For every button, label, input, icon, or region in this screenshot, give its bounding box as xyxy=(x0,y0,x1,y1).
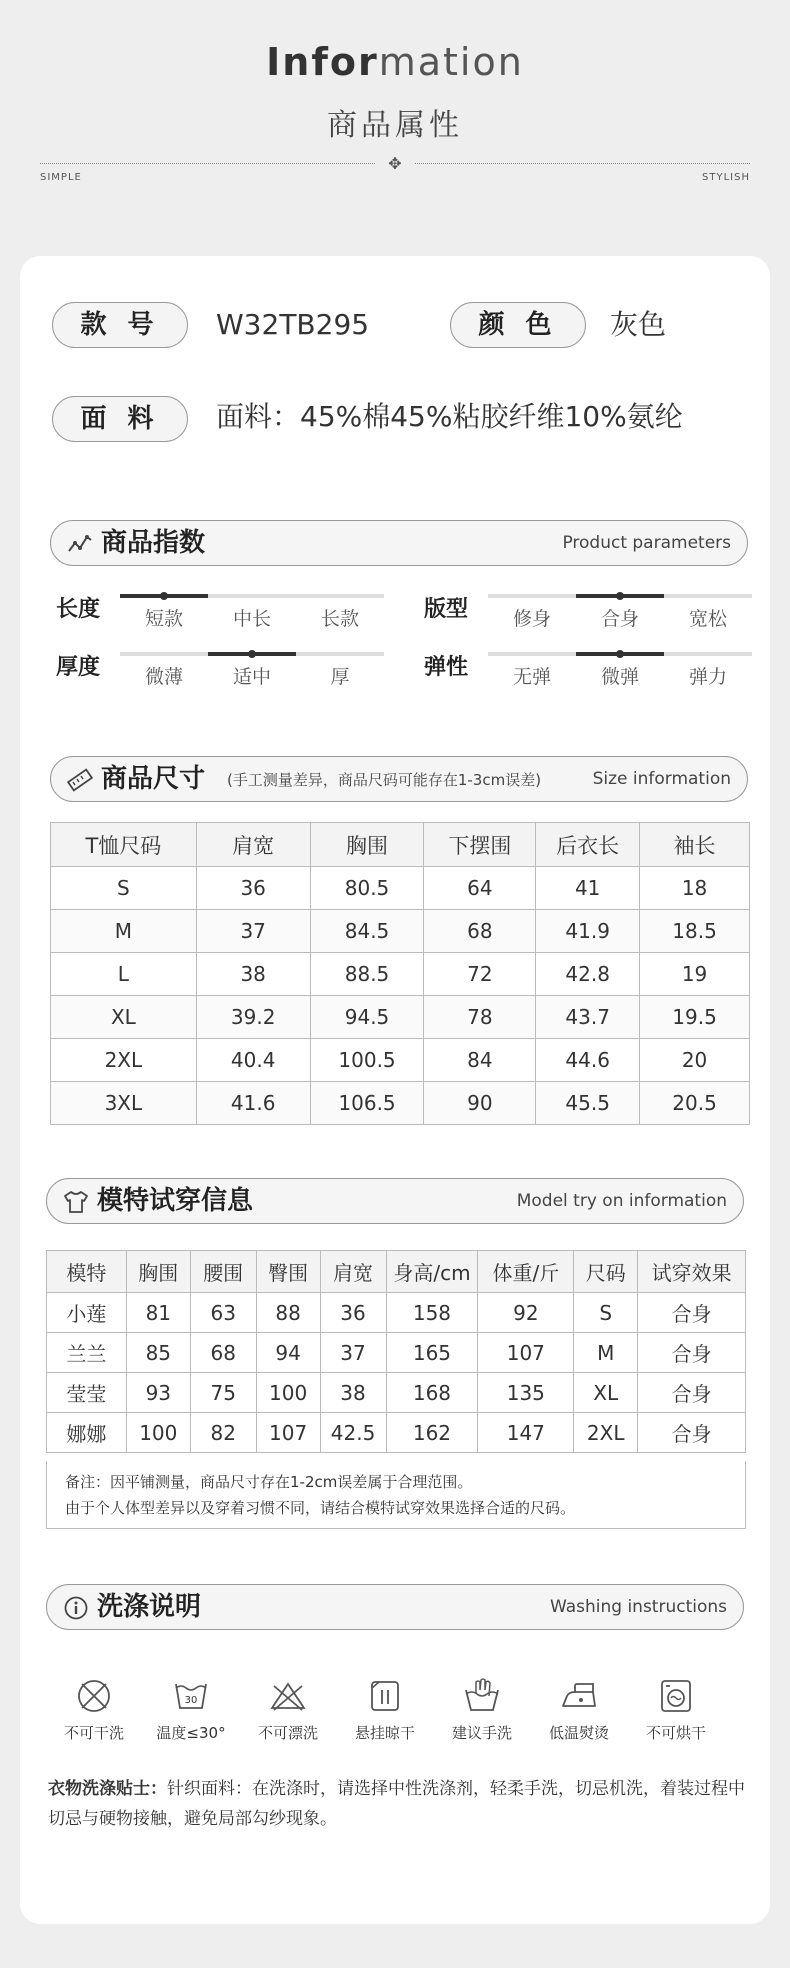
index-dot-elasticity xyxy=(616,650,624,658)
wash-item-hand-wash xyxy=(437,1676,527,1743)
model-table-row-cell: 38 xyxy=(320,1373,386,1413)
size-table-row-cell: 38 xyxy=(196,953,310,996)
fabric-label: 面 料 xyxy=(52,396,188,442)
index-option: 长款 xyxy=(320,608,359,630)
size-table-row-cell: 37 xyxy=(196,910,310,953)
model-table-row-cell: 小莲 xyxy=(47,1293,127,1333)
header-divider-left xyxy=(40,163,375,164)
model-section-subtitle: Model try on information xyxy=(516,1191,727,1211)
index-label-fit: 版型 xyxy=(424,597,469,622)
size-table-row-cell: 106.5 xyxy=(310,1082,424,1125)
model-section-bar xyxy=(46,1178,744,1224)
model-table-row-cell: 107 xyxy=(256,1413,320,1453)
size-table-row-cell: 41 xyxy=(536,867,640,910)
size-table-row-cell: 78 xyxy=(424,996,536,1039)
index-option: 中长 xyxy=(232,608,271,630)
size-header-cell: T恤尺码 xyxy=(51,823,197,867)
size-table-row xyxy=(51,1039,750,1082)
color-value: 灰色 xyxy=(610,308,667,341)
model-note-line2: 由于个人体型差异以及穿着习惯不同，请结合模特试穿效果选择合适的尺码。 xyxy=(65,1499,576,1517)
size-table-row-cell: 20 xyxy=(640,1039,750,1082)
wash-tip xyxy=(48,1774,748,1834)
size-section-subtitle: Size information xyxy=(592,769,731,789)
model-table-row-cell: 75 xyxy=(190,1373,256,1413)
model-header-cell: 胸围 xyxy=(126,1251,190,1293)
size-table-row-cell: 68 xyxy=(424,910,536,953)
index-option: 微薄 xyxy=(144,666,183,688)
index-section-subtitle: Product parameters xyxy=(562,533,731,553)
model-table-row-cell: 莹莹 xyxy=(47,1373,127,1413)
hand-wash-icon xyxy=(462,1676,502,1716)
model-table-row-cell: 合身 xyxy=(638,1333,746,1373)
size-table-row-cell: 20.5 xyxy=(640,1082,750,1125)
size-table-row-cell: 100.5 xyxy=(310,1039,424,1082)
model-table-row-cell: 37 xyxy=(320,1333,386,1373)
wash-label: 悬挂晾干 xyxy=(354,1724,415,1742)
size-table-row-cell: 2XL xyxy=(51,1039,197,1082)
size-table-row-cell: M xyxy=(51,910,197,953)
model-table-row-cell: 63 xyxy=(190,1293,256,1333)
size-table-row-cell: 19.5 xyxy=(640,996,750,1039)
model-table-row-cell: 42.5 xyxy=(320,1413,386,1453)
size-table-row xyxy=(51,953,750,996)
hang-dry-icon xyxy=(365,1676,405,1716)
model-table-row-cell: 88 xyxy=(256,1293,320,1333)
wash-30-icon xyxy=(171,1676,211,1716)
index-dot-length xyxy=(160,592,168,600)
wash-section-bar xyxy=(46,1584,744,1630)
model-header-cell: 臀围 xyxy=(256,1251,320,1293)
index-section-bar xyxy=(50,520,748,566)
wash-label: 不可漂洗 xyxy=(257,1724,318,1742)
size-table-row-cell: 84 xyxy=(424,1039,536,1082)
size-header-cell: 胸围 xyxy=(310,823,424,867)
size-table-row-cell: 64 xyxy=(424,867,536,910)
model-table-row-cell: XL xyxy=(574,1373,638,1413)
model-table-row xyxy=(47,1413,746,1453)
size-table-row-cell: L xyxy=(51,953,197,996)
tshirt-icon xyxy=(63,1189,89,1215)
model-header-cell: 肩宽 xyxy=(320,1251,386,1293)
index-label-length: 长度 xyxy=(56,597,101,622)
size-table-row xyxy=(51,910,750,953)
model-table-row-cell: 168 xyxy=(386,1373,478,1413)
no-bleach-icon xyxy=(268,1676,308,1716)
wash-tip-title: 衣物洗涤贴士： xyxy=(48,1779,167,1799)
size-table-row-cell: XL xyxy=(51,996,197,1039)
size-table-row-cell: 43.7 xyxy=(536,996,640,1039)
low-iron-icon xyxy=(559,1676,599,1716)
size-table-row-cell: 3XL xyxy=(51,1082,197,1125)
model-header-cell: 身高/cm xyxy=(386,1251,478,1293)
model-table-row xyxy=(47,1293,746,1333)
size-table-row-cell: 40.4 xyxy=(196,1039,310,1082)
model-table-row-cell: 107 xyxy=(478,1333,574,1373)
no-tumble-dry-icon xyxy=(656,1676,696,1716)
index-option: 修身 xyxy=(512,608,551,630)
size-table-row xyxy=(51,996,750,1039)
model-note xyxy=(46,1461,746,1529)
style-no-value: W32TB295 xyxy=(216,308,370,341)
model-table-row-cell: S xyxy=(574,1293,638,1333)
model-table-row-cell: 82 xyxy=(190,1413,256,1453)
wash-item-30 xyxy=(146,1676,236,1743)
model-table-row xyxy=(47,1333,746,1373)
size-table-row-cell: 44.6 xyxy=(536,1039,640,1082)
model-table-row xyxy=(47,1373,746,1413)
wash-item-no-bleach xyxy=(243,1676,333,1743)
wash-section-subtitle: Washing instructions xyxy=(549,1597,727,1617)
size-table-row-cell: 36 xyxy=(196,867,310,910)
model-section-title: 模特试穿信息 xyxy=(97,1186,254,1216)
model-table-row-cell: 93 xyxy=(126,1373,190,1413)
style-no-label: 款 号 xyxy=(52,302,188,348)
size-table-row-cell: 41.9 xyxy=(536,910,640,953)
model-table-row-cell: 合身 xyxy=(638,1293,746,1333)
ruler-icon xyxy=(67,767,93,793)
index-dot-fit xyxy=(616,592,624,600)
model-table-row-cell: 162 xyxy=(386,1413,478,1453)
index-option: 无弹 xyxy=(512,666,551,688)
index-label-elasticity: 弹性 xyxy=(424,655,469,680)
size-table-header xyxy=(51,823,750,867)
wash-tip-text: 针织面料：在洗涤时，请选择中性洗涤剂，轻柔手洗，切忌机洗，着装过程中切忌与硬物接触，避免局部勾纱现象。 xyxy=(48,1779,745,1829)
wash-label: 不可烘干 xyxy=(645,1724,706,1742)
model-header-cell: 腰围 xyxy=(190,1251,256,1293)
index-option: 弹力 xyxy=(688,666,727,688)
size-table-row-cell: 88.5 xyxy=(310,953,424,996)
model-table-row-cell: 合身 xyxy=(638,1373,746,1413)
model-header-cell: 体重/斤 xyxy=(478,1251,574,1293)
index-dot-thickness xyxy=(248,650,256,658)
size-table-row-cell: 39.2 xyxy=(196,996,310,1039)
color-label: 颜 色 xyxy=(450,302,586,348)
model-table xyxy=(46,1250,746,1453)
header-subtitle: 商品属性 xyxy=(327,108,463,143)
model-table-row-cell: 85 xyxy=(126,1333,190,1373)
size-table-row-cell: 72 xyxy=(424,953,536,996)
index-option: 宽松 xyxy=(688,608,727,630)
size-table-row-cell: 94.5 xyxy=(310,996,424,1039)
model-table-row-cell: 165 xyxy=(386,1333,478,1373)
cross-ornament-icon: ✥ xyxy=(388,154,402,173)
index-section-title: 商品指数 xyxy=(101,528,206,558)
trend-line-icon xyxy=(67,531,93,557)
wash-temp-badge: 30 xyxy=(184,1695,198,1706)
size-table-row xyxy=(51,867,750,910)
wash-item-low-iron xyxy=(534,1676,624,1743)
model-table-row-cell: 100 xyxy=(126,1413,190,1453)
size-header-cell: 肩宽 xyxy=(196,823,310,867)
model-table-row-cell: 92 xyxy=(478,1293,574,1333)
fabric-value: 面料：45%棉45%粘胶纤维10%氨纶 xyxy=(216,400,683,433)
model-table-row-cell: 36 xyxy=(320,1293,386,1333)
model-table-row-cell: 158 xyxy=(386,1293,478,1333)
header-divider-right xyxy=(415,163,750,164)
model-table-row-cell: 94 xyxy=(256,1333,320,1373)
size-header-cell: 后衣长 xyxy=(536,823,640,867)
size-table-row-cell: 41.6 xyxy=(196,1082,310,1125)
size-section-title: 商品尺寸 xyxy=(101,764,206,794)
model-table-row-cell: M xyxy=(574,1333,638,1373)
model-table-row-cell: 合身 xyxy=(638,1413,746,1453)
model-header-cell: 尺码 xyxy=(574,1251,638,1293)
wash-label: 温度≤30° xyxy=(156,1724,226,1742)
model-table-row-cell: 68 xyxy=(190,1333,256,1373)
size-table-row xyxy=(51,1082,750,1125)
size-section-bar xyxy=(50,756,748,802)
size-table xyxy=(50,822,750,1125)
size-table-row-cell: 18.5 xyxy=(640,910,750,953)
index-label-thickness: 厚度 xyxy=(56,655,101,680)
size-header-cell: 袖长 xyxy=(640,823,750,867)
wash-item-no-tumble-dry xyxy=(631,1676,721,1743)
size-table-row-cell: 42.8 xyxy=(536,953,640,996)
header-left-tag: SIMPLE xyxy=(40,172,82,183)
model-table-row-cell: 147 xyxy=(478,1413,574,1453)
model-table-row-cell: 135 xyxy=(478,1373,574,1413)
index-option: 微弹 xyxy=(600,666,639,688)
model-header-cell: 试穿效果 xyxy=(638,1251,746,1293)
model-table-header xyxy=(47,1251,746,1293)
size-section-note: (手工测量差异，商品尺码可能存在1-3cm误差) xyxy=(227,771,542,789)
wash-item-hang-dry xyxy=(340,1676,430,1743)
no-dry-clean-icon xyxy=(74,1676,114,1716)
index-option: 合身 xyxy=(600,608,639,630)
index-option: 短款 xyxy=(144,608,183,630)
info-icon xyxy=(63,1595,89,1621)
size-table-row-cell: 80.5 xyxy=(310,867,424,910)
size-header-cell: 下摆围 xyxy=(424,823,536,867)
size-table-row-cell: 45.5 xyxy=(536,1082,640,1125)
header-right-tag: STYLISH xyxy=(702,172,750,183)
model-table-row-cell: 81 xyxy=(126,1293,190,1333)
size-table-row-cell: 18 xyxy=(640,867,750,910)
index-option: 适中 xyxy=(232,666,271,688)
model-table-row-cell: 兰兰 xyxy=(47,1333,127,1373)
wash-item-no-dry-clean xyxy=(49,1676,139,1743)
size-table-row-cell: 90 xyxy=(424,1082,536,1125)
model-note-line1: 备注：因平铺测量，商品尺寸存在1-2cm误差属于合理范围。 xyxy=(65,1473,473,1491)
wash-label: 建议手洗 xyxy=(451,1724,512,1742)
model-header-cell: 模特 xyxy=(47,1251,127,1293)
index-option: 厚 xyxy=(330,666,350,688)
model-table-row-cell: 娜娜 xyxy=(47,1413,127,1453)
size-table-row-cell: 84.5 xyxy=(310,910,424,953)
model-table-row-cell: 100 xyxy=(256,1373,320,1413)
model-table-row-cell: 2XL xyxy=(574,1413,638,1453)
header-title: Information xyxy=(266,40,524,84)
wash-label: 不可干洗 xyxy=(63,1724,124,1742)
size-table-row-cell: 19 xyxy=(640,953,750,996)
info-card xyxy=(20,256,770,1924)
wash-label: 低温熨烫 xyxy=(548,1724,609,1742)
wash-section-title: 洗涤说明 xyxy=(97,1592,202,1622)
size-table-row-cell: S xyxy=(51,867,197,910)
